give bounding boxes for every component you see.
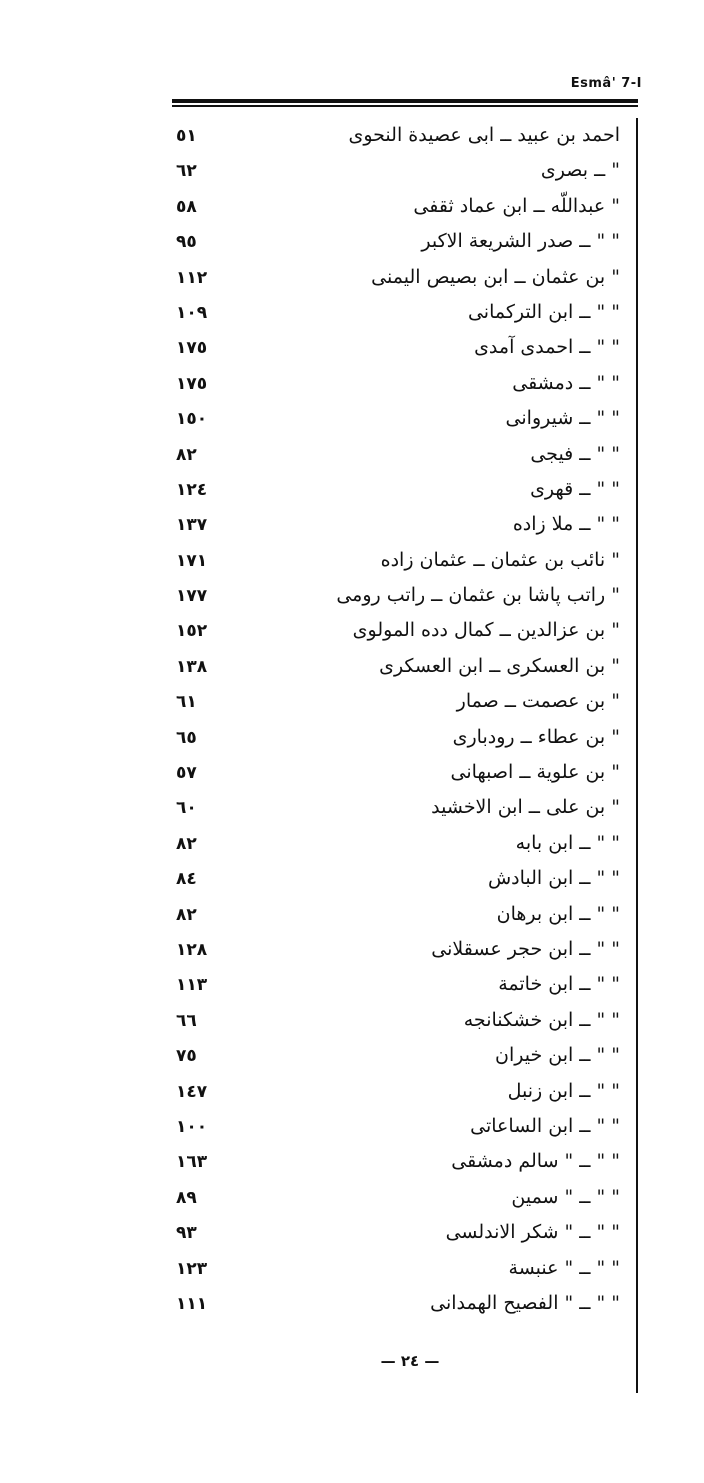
entry-name: " ــ بصرى [540, 159, 620, 182]
entry-name: " " ــ ابن حجر عسقلانى [431, 937, 620, 960]
entry-page-number: ٨٩ [176, 1187, 197, 1208]
entry-name: " بن على ــ ابن الاخشيد [431, 796, 620, 819]
entry-name: " " ــ شيروانى [505, 407, 620, 430]
entry-name: " " ــ صدر الشريعة الاكبر [421, 230, 620, 253]
index-entry-row [170, 649, 626, 684]
index-entry-row [170, 1003, 626, 1038]
entry-page-number: ١٧٥ [176, 338, 208, 359]
index-entry-row [170, 1038, 626, 1073]
entry-page-number: ١٧١ [176, 550, 208, 571]
index-entry-row [170, 437, 626, 472]
footer-page-number: — ٢٤ — [380, 1352, 440, 1370]
entry-name: " " ــ ابن زنبل [507, 1079, 620, 1102]
index-entry-row [170, 578, 626, 613]
index-entry-row [170, 330, 626, 365]
entry-page-number: ١٥٠ [176, 409, 208, 430]
entry-page-number: ١٤٧ [176, 1081, 208, 1102]
entry-page-number: ٦٦ [176, 1010, 197, 1031]
entry-page-number: ٦٠ [176, 798, 197, 819]
entry-page-number: ٦١ [176, 692, 197, 713]
entry-name: " " ــ ابن برهان [496, 902, 620, 925]
index-entry-row [170, 295, 626, 330]
header-code: Esmâ' 7-I [570, 76, 642, 91]
entry-name: " " ــ " سمين [511, 1185, 620, 1208]
entry-name: " بن عثمان ــ ابن بصيص اليمنى [371, 265, 620, 288]
index-entry-row [170, 790, 626, 825]
entry-page-number: ١١٢ [176, 267, 208, 288]
entry-name: " نائب بن عثمان ــ عثمان زاده [380, 548, 620, 571]
index-entry-row [170, 861, 626, 896]
entry-name: " بن علوية ــ اصبهانى [450, 761, 620, 784]
index-entry-row [170, 118, 626, 153]
entry-name: " " ــ " الفصيح الهمدانى [430, 1291, 620, 1314]
entry-page-number: ٧٥ [176, 1046, 197, 1067]
index-entry-row [170, 897, 626, 932]
entry-page-number: ٦٢ [176, 161, 197, 182]
entry-page-number: ٩٣ [176, 1223, 197, 1244]
index-entry-row [170, 543, 626, 578]
entry-name: " بن العسكرى ــ ابن العسكرى [379, 654, 620, 677]
entry-name: " " ــ ابن التركمانى [467, 300, 620, 323]
header-rule-thin [172, 105, 638, 107]
entry-page-number: ١٧٧ [176, 586, 208, 607]
entry-page-number: ٨٢ [176, 904, 197, 925]
index-entry-row [170, 472, 626, 507]
entry-page-number: ٩٥ [176, 232, 197, 253]
index-entry-row [170, 189, 626, 224]
index-entry-row [170, 1144, 626, 1179]
entry-name: " راتب پاشا بن عثمان ــ راتب رومى [336, 584, 620, 607]
entry-page-number: ٥٧ [176, 763, 197, 784]
index-entry-row [170, 826, 626, 861]
entry-name: " " ــ ملا زاده [512, 513, 620, 536]
entry-name: " " ــ ابن البادش [487, 867, 620, 890]
entry-name: احمد بن عبيد ــ ابى عصيدة النحوى [348, 124, 620, 146]
index-entry-row [170, 153, 626, 188]
index-entry-row [170, 613, 626, 648]
entry-page-number: ٨٤ [176, 869, 197, 890]
entry-name: " " ــ دمشقى [512, 371, 620, 394]
entry-page-number: ١٠٠ [176, 1116, 208, 1137]
entry-name: " " ــ قهرى [530, 477, 620, 500]
entry-page-number: ١٧٥ [176, 373, 208, 394]
entry-page-number: ١٠٩ [176, 302, 208, 323]
entry-page-number: ٥٨ [176, 196, 197, 217]
entry-name: " " ــ ابن بابه [515, 831, 620, 854]
entry-page-number: ١١١ [176, 1293, 208, 1314]
entry-name: " " ــ " سالم دمشقى [451, 1150, 620, 1173]
index-entry-row [170, 720, 626, 755]
entry-name: " " ــ ابن خيران [495, 1044, 620, 1067]
index-entry-row [170, 1215, 626, 1250]
index-entry-row [170, 1180, 626, 1215]
index-entry-row [170, 684, 626, 719]
entry-name: " " ــ ابن خاتمة [498, 973, 620, 996]
entry-page-number: ١٢٣ [176, 1258, 208, 1279]
entry-name: " بن عطاء ــ رودبارى [452, 725, 620, 748]
entry-name: " " ــ " شكر الاندلسى [445, 1221, 620, 1244]
entry-name: " " ــ احمدى آمدى [474, 336, 620, 359]
entry-page-number: ٨٢ [176, 444, 197, 465]
index-entry-row [170, 401, 626, 436]
entry-page-number: ٥١ [176, 126, 197, 146]
index-entry-row [170, 260, 626, 295]
entry-name: " " ــ ابن خشكنانجه [463, 1008, 620, 1031]
entry-page-number: ١٣٨ [176, 656, 208, 677]
entry-page-number: ١٦٣ [176, 1152, 208, 1173]
margin-vertical-rule [636, 118, 638, 1393]
index-entry-row [170, 507, 626, 542]
entry-page-number: ١٥٢ [176, 621, 208, 642]
index-entry-row [170, 1251, 626, 1286]
entry-page-number: ٦٥ [176, 727, 197, 748]
entry-page-number: ١٣٧ [176, 515, 208, 536]
index-entry-row [170, 1109, 626, 1144]
index-entry-row [170, 1286, 626, 1321]
index-entry-row [170, 755, 626, 790]
entry-page-number: ١٢٤ [176, 479, 208, 500]
header-rule-thick [172, 99, 638, 103]
index-entry-row [170, 1074, 626, 1109]
index-entries [170, 118, 626, 1321]
entry-name: " " ــ ابن الساعاتى [470, 1114, 620, 1137]
index-entry-row [170, 224, 626, 259]
entry-name: " بن عزالدين ــ كمال دده المولوى [352, 619, 620, 642]
entry-page-number: ٨٢ [176, 833, 197, 854]
index-entry-row [170, 967, 626, 1002]
entry-name: " " ــ فيجى [530, 442, 620, 465]
index-entry-row [170, 932, 626, 967]
index-entry-row [170, 366, 626, 401]
entry-page-number: ١١٣ [176, 975, 208, 996]
entry-name: " " ــ " عنبسة [508, 1256, 620, 1279]
entry-name: " بن عصمت ــ صمار [456, 690, 620, 713]
entry-name: " عبداللّه ــ ابن عماد ثقفى [413, 194, 620, 217]
entry-page-number: ١٢٨ [176, 939, 208, 960]
